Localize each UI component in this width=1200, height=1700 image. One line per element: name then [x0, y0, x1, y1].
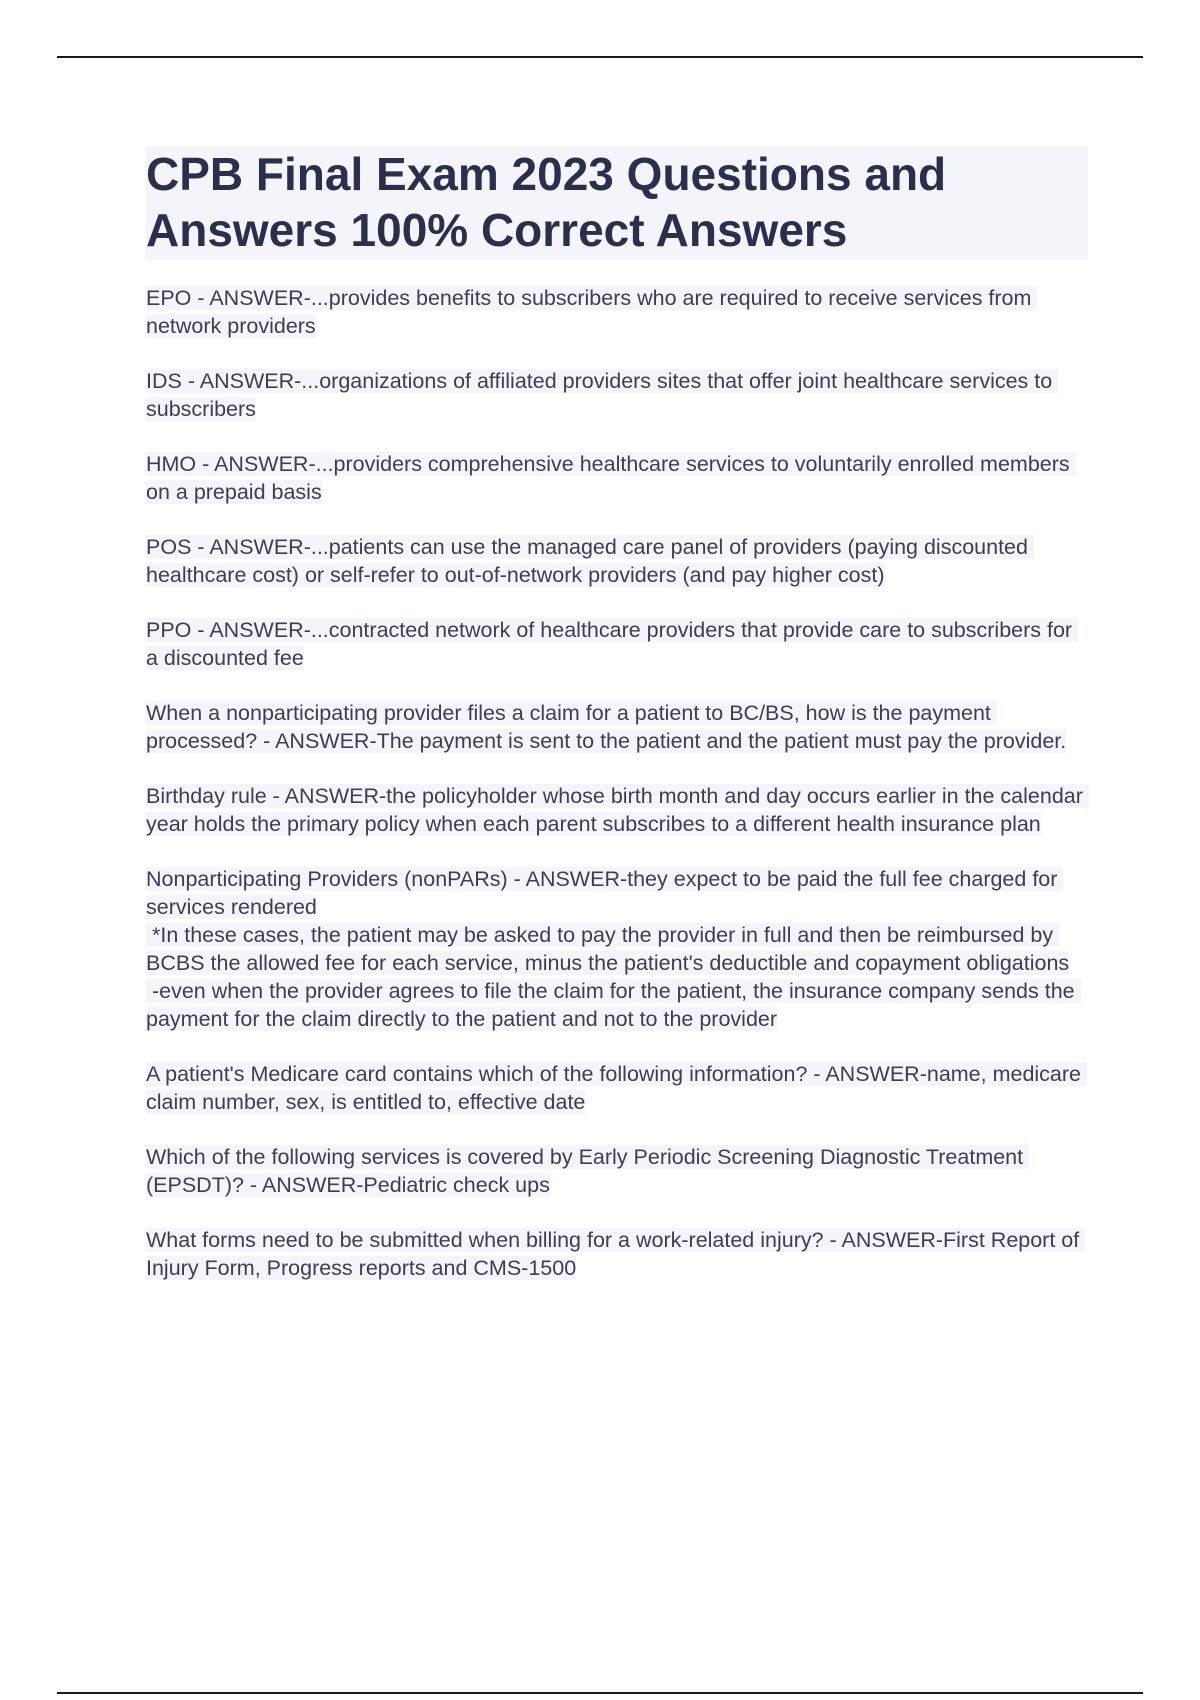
- qa-entry-text: HMO - ANSWER-...providers comprehensive healthcare services to voluntarily enrolled members on a prepaid basis: [146, 452, 1076, 504]
- qa-entry: [146, 699, 1088, 755]
- qa-list: [146, 284, 1088, 1282]
- qa-entry: [146, 616, 1088, 672]
- qa-entry: [146, 450, 1088, 506]
- title-block: [146, 146, 1088, 260]
- qa-entry-text: POS - ANSWER-...patients can use the managed care panel of providers (paying discounted healthcare cost) or self-refer to out-of-network providers (and pay higher cost): [146, 535, 1034, 587]
- qa-entry-text: Nonparticipating Providers (nonPARs) - ANSWER-they expect to be paid the full fee charged for services rendered *In these cases, the patient may be asked to pay the provider in full and then be reimbursed by BCBS the allowed fee for each service, minus the patient's deductible and copayment obligations -even when the provider agrees to file the claim for the patient, the insurance company sends the payment for the claim directly to the patient and not to the provider: [146, 867, 1081, 1031]
- qa-entry: [146, 1226, 1088, 1282]
- qa-entry-text: What forms need to be submitted when billing for a work-related injury? - ANSWER-First Report of Injury Form, Progress reports and CMS-1500: [146, 1228, 1086, 1280]
- qa-entry-text: Which of the following services is covered by Early Periodic Screening Diagnostic Treatment (EPSDT)? - ANSWER-Pediatric check ups: [146, 1145, 1030, 1197]
- qa-entry: [146, 865, 1088, 1033]
- qa-entry: [146, 284, 1088, 340]
- qa-entry: [146, 1143, 1088, 1199]
- qa-entry-text: When a nonparticipating provider files a claim for a patient to BC/BS, how is the payment processed? - ANSWER-The payment is sent to the patient and the patient must pay the provider.: [146, 701, 1067, 753]
- qa-entry-text: PPO - ANSWER-...contracted network of healthcare providers that provide care to subscribers for a discounted fee: [146, 618, 1079, 670]
- qa-entry-text: EPO - ANSWER-...provides benefits to subscribers who are required to receive services from network providers: [146, 286, 1038, 338]
- qa-entry-text: A patient's Medicare card contains which of the following information? - ANSWER-name, medicare claim number, sex, is entitled to, effective date: [146, 1062, 1087, 1114]
- document-body: [146, 146, 1088, 1309]
- bottom-rule: [57, 1692, 1143, 1694]
- top-rule: [57, 56, 1143, 58]
- qa-entry: [146, 1060, 1088, 1116]
- qa-entry-text: Birthday rule - ANSWER-the policyholder whose birth month and day occurs earlier in the calendar year holds the primary policy when each parent subscribes to a different health insurance plan: [146, 784, 1089, 836]
- document-title: CPB Final Exam 2023 Questions and Answers 100% Correct Answers: [146, 148, 947, 256]
- qa-entry: [146, 782, 1088, 838]
- qa-entry: [146, 367, 1088, 423]
- qa-entry-text: IDS - ANSWER-...organizations of affiliated providers sites that offer joint healthcare services to subscribers: [146, 369, 1059, 421]
- qa-entry: [146, 533, 1088, 589]
